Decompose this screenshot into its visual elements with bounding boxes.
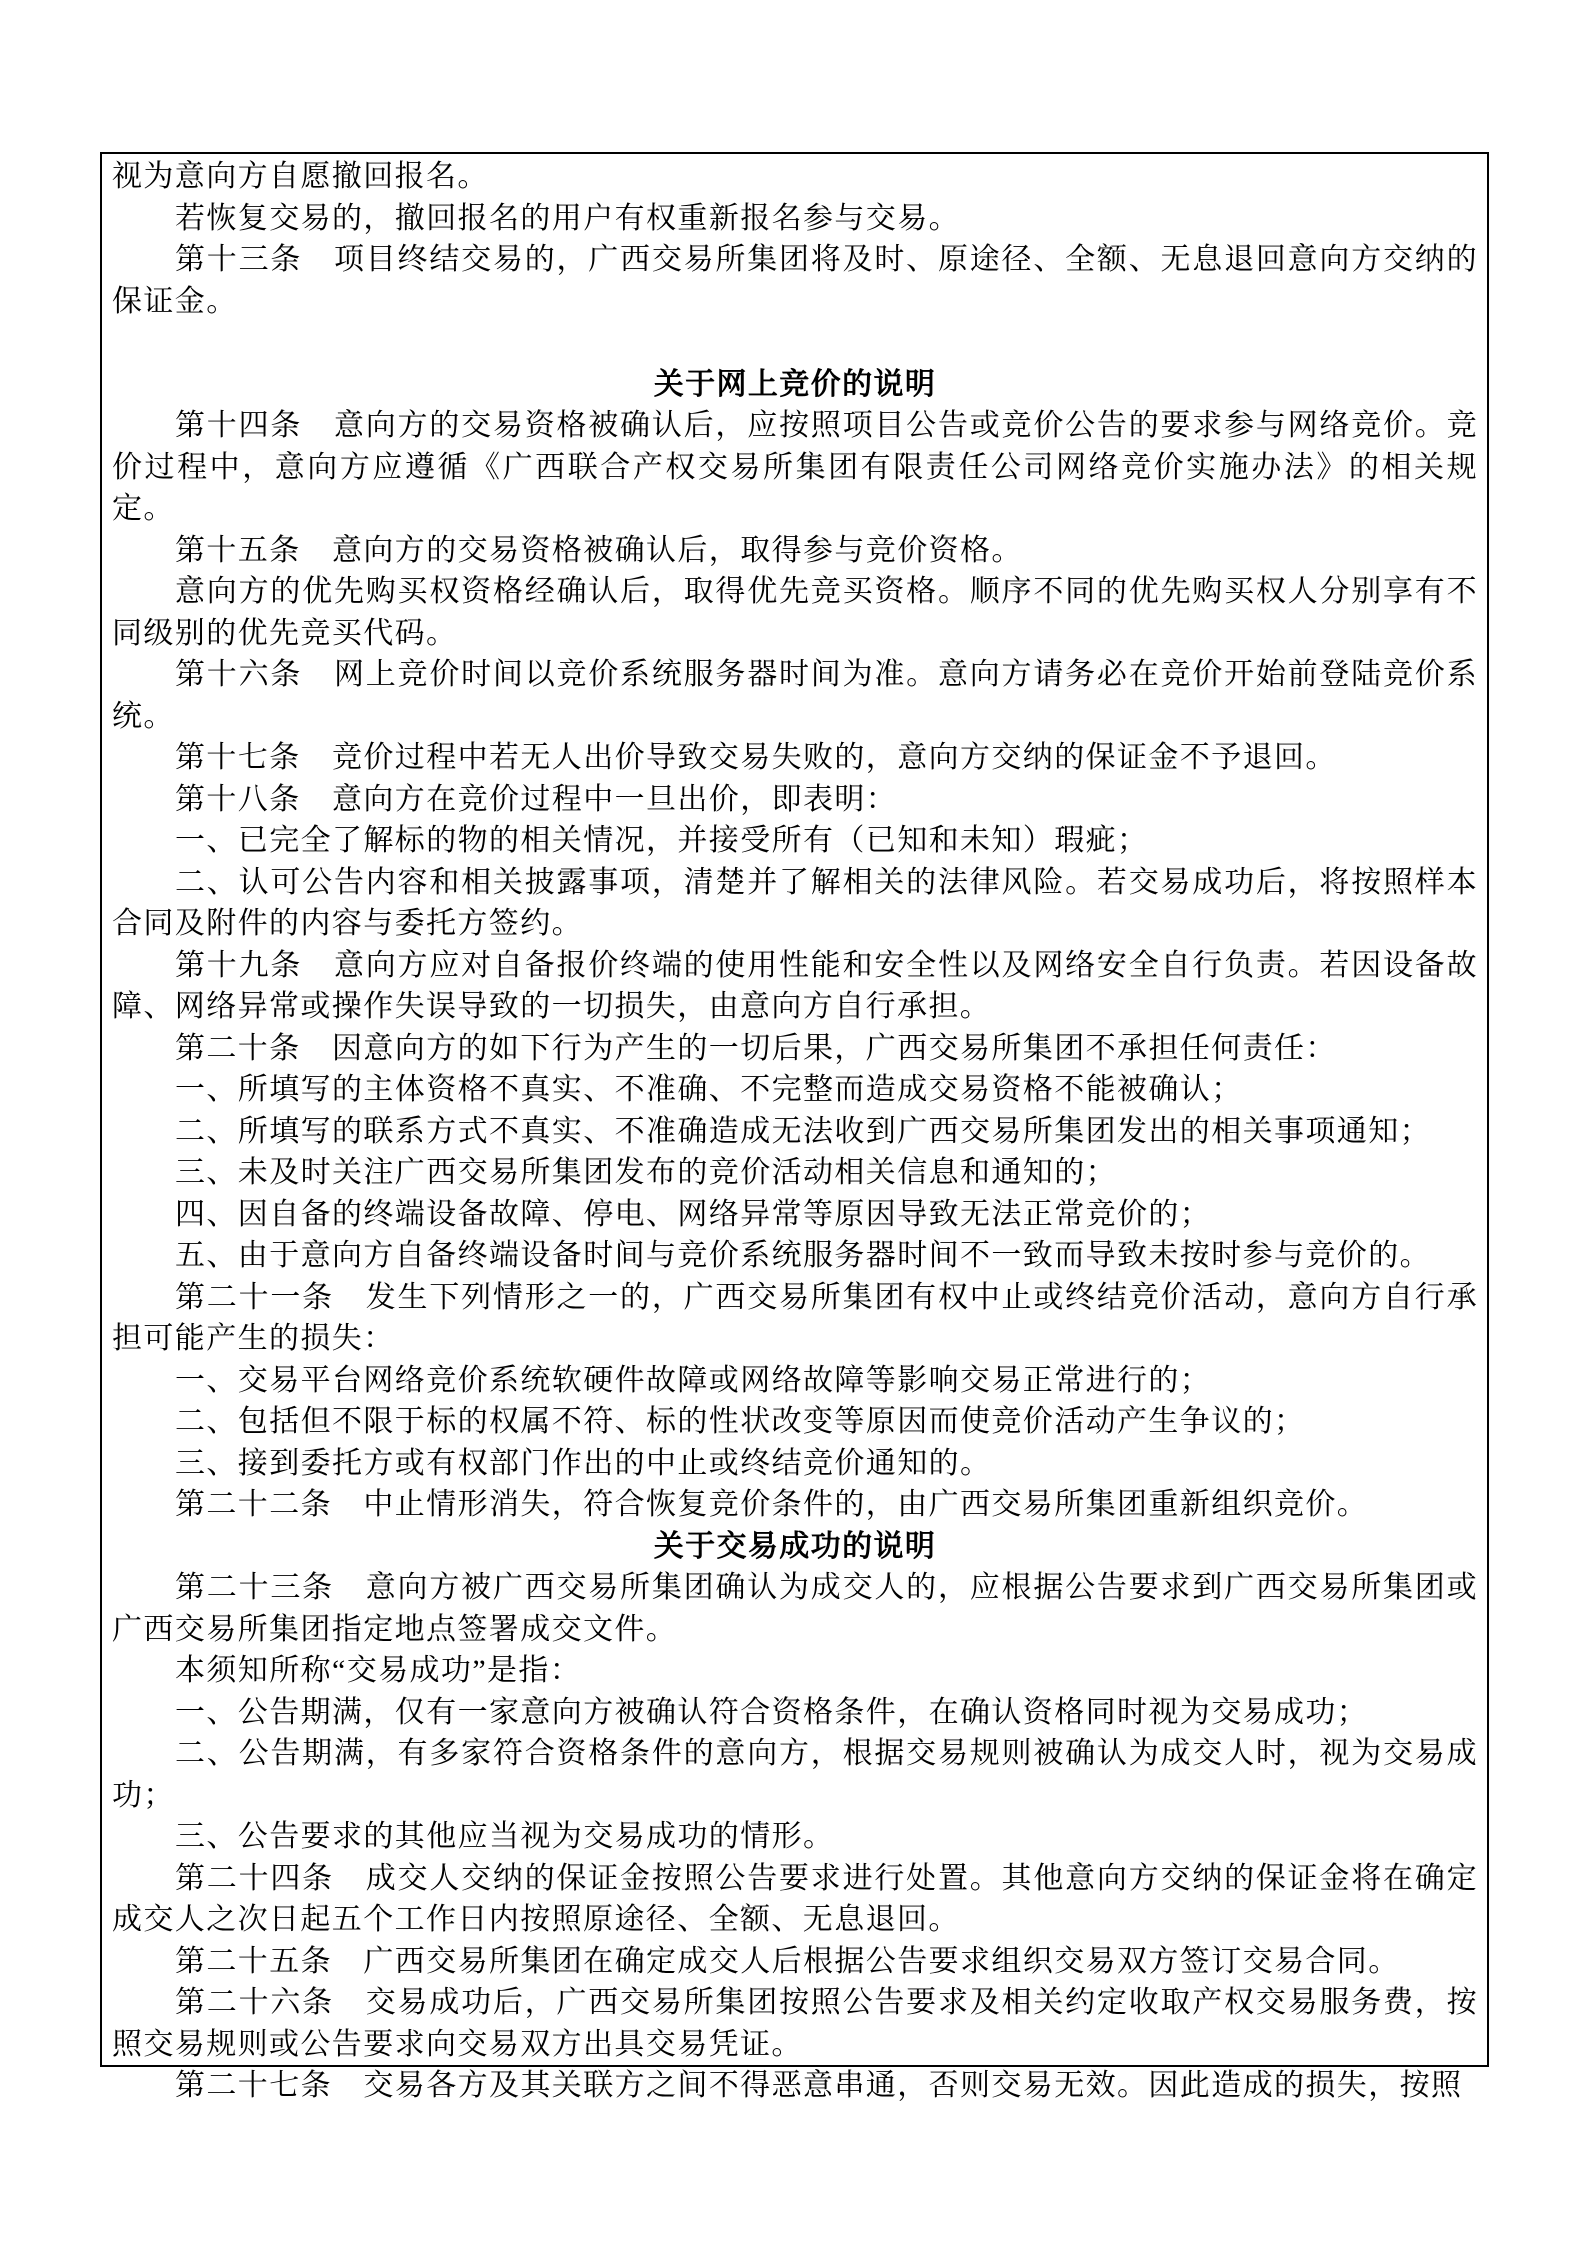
doc-list-item: 三、接到委托方或有权部门作出的中止或终结竞价通知的。 bbox=[175, 1446, 992, 1480]
doc-paragraph: 若恢复交易的，撤回报名的用户有权重新报名参与交易。 bbox=[175, 201, 960, 235]
doc-list-item: 五、由于意向方自备终端设备时间与竞价系统服务器时间不一致而导致未按时参与竞价的。 bbox=[175, 1239, 1431, 1272]
doc-list-item: 三、未及时关注广西交易所集团发布的竞价活动相关信息和通知的； bbox=[175, 1156, 1117, 1189]
doc-paragraph-article-15: 第十五条 意向方的交易资格被确认后，取得参与竞价资格。 bbox=[175, 533, 1023, 567]
doc-list-item: 一、所填写的主体资格不真实、不准确、不完整而造成交易资格不能被确认； bbox=[175, 1073, 1243, 1106]
doc-list-item: 一、交易平台网络竞价系统软硬件故障或网络故障等影响交易正常进行的； bbox=[175, 1363, 1212, 1397]
doc-paragraph: 意向方的优先购买权资格经确认后，取得优先竞买资格。顺序不同的优先购买权人分别享有不同级别的优先竞买代码。 bbox=[112, 575, 1478, 650]
doc-list-item: 二、所填写的联系方式不真实、不准确造成无法收到广西交易所集团发出的相关事项通知； bbox=[175, 1114, 1431, 1148]
doc-paragraph-article-22: 第二十二条 中止情形消失，符合恢复竞价条件的，由广西交易所集团重新组织竞价。 bbox=[175, 1488, 1369, 1521]
doc-paragraph-article-25: 第二十五条 广西交易所集团在确定成交人后根据公告要求组织交易双方签订交易合同。 bbox=[175, 1944, 1400, 1978]
doc-paragraph-article-18: 第十八条 意向方在竞价过程中一旦出价，即表明： bbox=[175, 782, 898, 816]
doc-paragraph-article-17: 第十七条 竞价过程中若无人出价导致交易失败的，意向方交纳的保证金不予退回。 bbox=[175, 741, 1337, 774]
section-heading-online-bidding: 关于网上竞价的说明 bbox=[653, 367, 937, 401]
doc-paragraph: 视为意向方自愿撤回报名。 bbox=[112, 160, 489, 193]
blank-line bbox=[112, 322, 1478, 364]
doc-list-item: 一、已完全了解标的物的相关情况，并接受所有（已知和未知）瑕疵； bbox=[175, 824, 1149, 857]
doc-paragraph-article-14: 第十四条 意向方的交易资格被确认后，应按照项目公告或竞价公告的要求参与网络竞价。竞价过程中，意向方应遵循《广西联合产权交易所集团有限责任公司网络竞价实施办法》的相关规定。 bbox=[112, 409, 1478, 525]
doc-list-item: 一、公告期满，仅有一家意向方被确认符合资格条件，在确认资格同时视为交易成功； bbox=[175, 1695, 1369, 1729]
doc-paragraph: 本须知所称“交易成功”是指： bbox=[175, 1654, 582, 1687]
doc-paragraph-article-24: 第二十四条 成交人交纳的保证金按照公告要求进行处置。其他意向方交纳的保证金将在确定成交人之次日起五个工作日内按照原途径、全额、无息退回。 bbox=[112, 1861, 1478, 1936]
doc-list-item: 四、因自备的终端设备故障、停电、网络异常等原因导致无法正常竞价的； bbox=[175, 1197, 1212, 1231]
doc-paragraph-article-26: 第二十六条 交易成功后，广西交易所集团按照公告要求及相关约定收取产权交易服务费，按照交易规则或公告要求向交易双方出具交易凭证。 bbox=[112, 1986, 1478, 2061]
doc-list-item: 二、认可公告内容和相关披露事项，清楚并了解相关的法律风险。若交易成功后，将按照样本合同及附件的内容与委托方签约。 bbox=[112, 865, 1478, 940]
doc-paragraph-article-20: 第二十条 因意向方的如下行为产生的一切后果，广西交易所集团不承担任何责任： bbox=[175, 1031, 1337, 1065]
document-border-box bbox=[100, 152, 1489, 2102]
doc-paragraph-article-13: 第十三条 项目终结交易的，广西交易所集团将及时、原途径、全额、无息退回意向方交纳的保证金。 bbox=[112, 243, 1478, 318]
section-heading-transaction-success: 关于交易成功的说明 bbox=[653, 1529, 937, 1563]
doc-paragraph-article-27: 第二十七条 交易各方及其关联方之间不得恶意串通，否则交易无效。因此造成的损失，按照 bbox=[175, 2069, 1463, 2102]
doc-paragraph-article-16: 第十六条 网上竞价时间以竞价系统服务器时间为准。意向方请务必在竞价开始前登陆竞价系统。 bbox=[112, 658, 1478, 733]
doc-paragraph-article-23: 第二十三条 意向方被广西交易所集团确认为成交人的，应根据公告要求到广西交易所集团或广西交易所集团指定地点签署成交文件。 bbox=[112, 1571, 1478, 1646]
doc-paragraph-article-19: 第十九条 意向方应对自备报价终端的使用性能和安全性以及网络安全自行负责。若因设备故障、网络异常或操作失误导致的一切损失，由意向方自行承担。 bbox=[112, 948, 1478, 1023]
doc-list-item: 三、公告要求的其他应当视为交易成功的情形。 bbox=[175, 1820, 835, 1853]
doc-list-item: 二、包括但不限于标的权属不符、标的性状改变等原因而使竞价活动产生争议的； bbox=[175, 1405, 1306, 1438]
doc-paragraph-article-21: 第二十一条 发生下列情形之一的，广西交易所集团有权中止或终结竞价活动，意向方自行承担可能产生的损失： bbox=[112, 1280, 1478, 1355]
doc-list-item: 二、公告期满，有多家符合资格条件的意向方，根据交易规则被确认为成交人时，视为交易成功； bbox=[112, 1737, 1478, 1812]
